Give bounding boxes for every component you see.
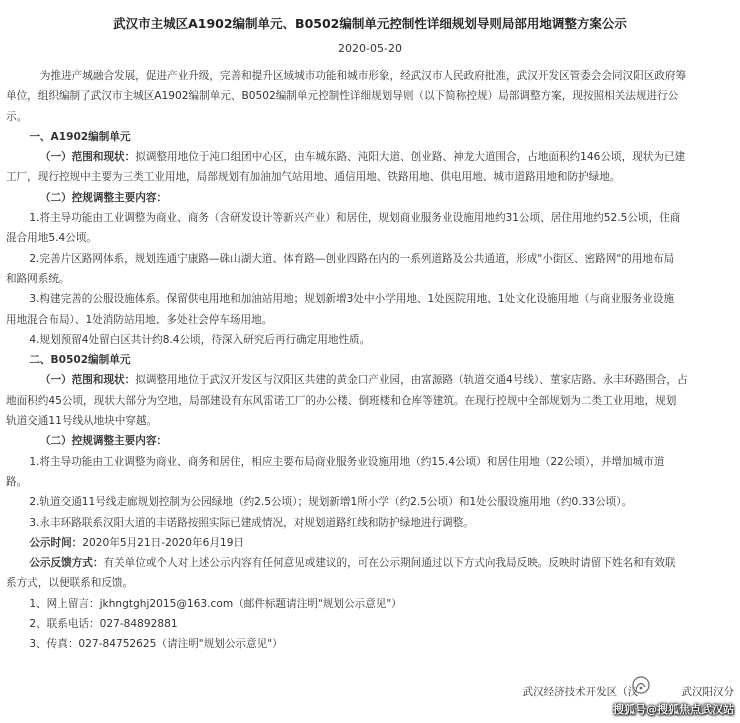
section-1-item-1-cont: 混合用地5.4公顷。 (6, 232, 98, 245)
notice-time-value: 2020年5月21日-2020年6月19日 (82, 536, 245, 549)
intro-line-3: 示。 (6, 110, 28, 123)
section-1-scope-label: （一）范围和现状： (39, 151, 136, 164)
section-2-scope (6, 370, 734, 390)
announcement-body (6, 66, 734, 655)
section-2-item-2: 2.轨道交通11号线走廊规划控制为公园绿地（约2.5公顷）；规划新增1所小学（约2.5公顷）和1处公服设施用地（约0.33公顷）。 (29, 496, 633, 509)
notice-feedback-cont: 系方式，以便联系和反馈。 (6, 577, 134, 590)
section-1-item-4: 4.规划预留4处留白区共计约8.4公顷，待深入研究后再行确定用地性质。 (29, 333, 371, 346)
intro-line-2: 单位，组织编制了武汉市主城区A1902编制单元、B0502编制单元控制性详细规划导则（以下简称控规）局部调整方案，现按照相关法规进行公 (6, 90, 679, 103)
section-1-heading: 一、A1902编制单元 (29, 130, 131, 143)
publish-date: 2020-05-20 (338, 42, 402, 55)
section-1-item-3-cont: 用地混合布局）、1处消防站用地、多处社会停车场用地。 (6, 313, 273, 326)
footer-org-tail: 武汉阳汉分 (681, 686, 734, 698)
section-2-heading: 二、B0502编制单元 (29, 354, 131, 367)
section-1-item-1: 1.将主导功能由工业调整为商业、商务（含研发设计等新兴产业）和居住，规划商业服务业设施用地约31公顷、居住用地约52.5公顷，住商 (29, 212, 681, 225)
section-1-scope (6, 147, 734, 167)
notice-feedback-text: 有关单位或个人对上述公示内容有任何意见或建议的，可在公示期间通过以下方式向我局反映。反映时请留下姓名和有效联 (103, 557, 676, 570)
page-title: 武汉市主城区A1902编制单元、B0502编制单元控制性详细规划导则局部用地调整方案公示 (113, 16, 627, 31)
section-2-scope-label: （一）范围和现状： (39, 374, 136, 387)
notice-time-label: 公示时间： (29, 536, 83, 549)
section-1-item-2-cont: 和路网系统。 (6, 272, 70, 285)
section-2-scope-text: 拟调整用地位于武汉开发区与汉阳区共建的黄金口产业园，由富源路（轨道交通4号线）、菫家店路、永丰环路围合，占 (135, 374, 688, 387)
notice-time (6, 533, 734, 553)
notice-feedback (6, 553, 734, 573)
watermark-logo-icon (632, 676, 650, 694)
section-1-scope-cont: 工厂，现行控规中主要为三类工业用地，局部规划有加油加气站用地、通信用地、铁路用地、供电用地、城市道路用地和防护绿地。 (6, 171, 621, 184)
footer-org-name: 武汉经济技术开发区（汉 (522, 686, 639, 698)
section-2-item-3: 3.永丰环路联系汉阳大道的丰诺路按照实际已建成情况，对规划道路红线和防护绿地进行调整。 (29, 516, 474, 529)
section-2-scope-cont-2: 轨道交通11号线从地块中穿越。 (6, 415, 158, 428)
section-2-content-label: （二）控规调整主要内容： (39, 435, 168, 448)
watermark: 搜狐号@搜狐焦点武汉站 (613, 703, 734, 716)
section-2-scope-cont: 地面积约45公顷，现状大部分为空地，局部建设有东风雷诺工厂的办公楼、倒班楼和仓库等建筑。在现行控规中全部规划为二类工业用地，规划 (6, 394, 677, 407)
section-1-item-3: 3.构建完善的公服设施体系。保留供电用地和加油站用地；规划新增3处中小学用地、1处医院用地、1处文化设施用地（与商业服务业设施 (29, 293, 675, 306)
section-2-item-1-cont: 路。 (6, 475, 28, 488)
notice-phone: 2、联系电话：027-84892881 (29, 618, 178, 631)
section-1-item-2: 2.完善片区路网体系，规划连通宁康路—硃山湖大道、体育路—创业四路在内的一系列道路及公共通道，形成"小街区、密路网"的用地布局 (29, 252, 675, 265)
section-2-item-1: 1.将主导功能由工业调整为商业、商务和居住，相应主要布局商业服务业设施用地（约15.4公顷）和居住用地（22公顷），并增加城市道 (29, 455, 665, 468)
intro-line-1: 为推进产城融合发展，促进产业升级，完善和提升区域城市功能和城市形象，经武汉市人民政府批准，武汉开发区管委会会同汉阳区政府筹 (39, 70, 687, 82)
notice-web: 1、网上留言：jkhngtghj2015@163.com（邮件标题请注明"规划公示意见"） (29, 597, 402, 610)
section-1-scope-text: 拟调整用地位于沌口组团中心区，由车城东路、沌阳大道、创业路、神龙大道围合，占地面积约146公顷，现状为已建 (135, 151, 686, 164)
notice-feedback-label: 公示反馈方式： (29, 557, 104, 570)
section-1-content-label: （二）控规调整主要内容： (39, 191, 168, 204)
footer-org (523, 684, 734, 699)
notice-fax: 3、传真：027-84752625（请注明"规划公示意见"） (29, 638, 283, 651)
